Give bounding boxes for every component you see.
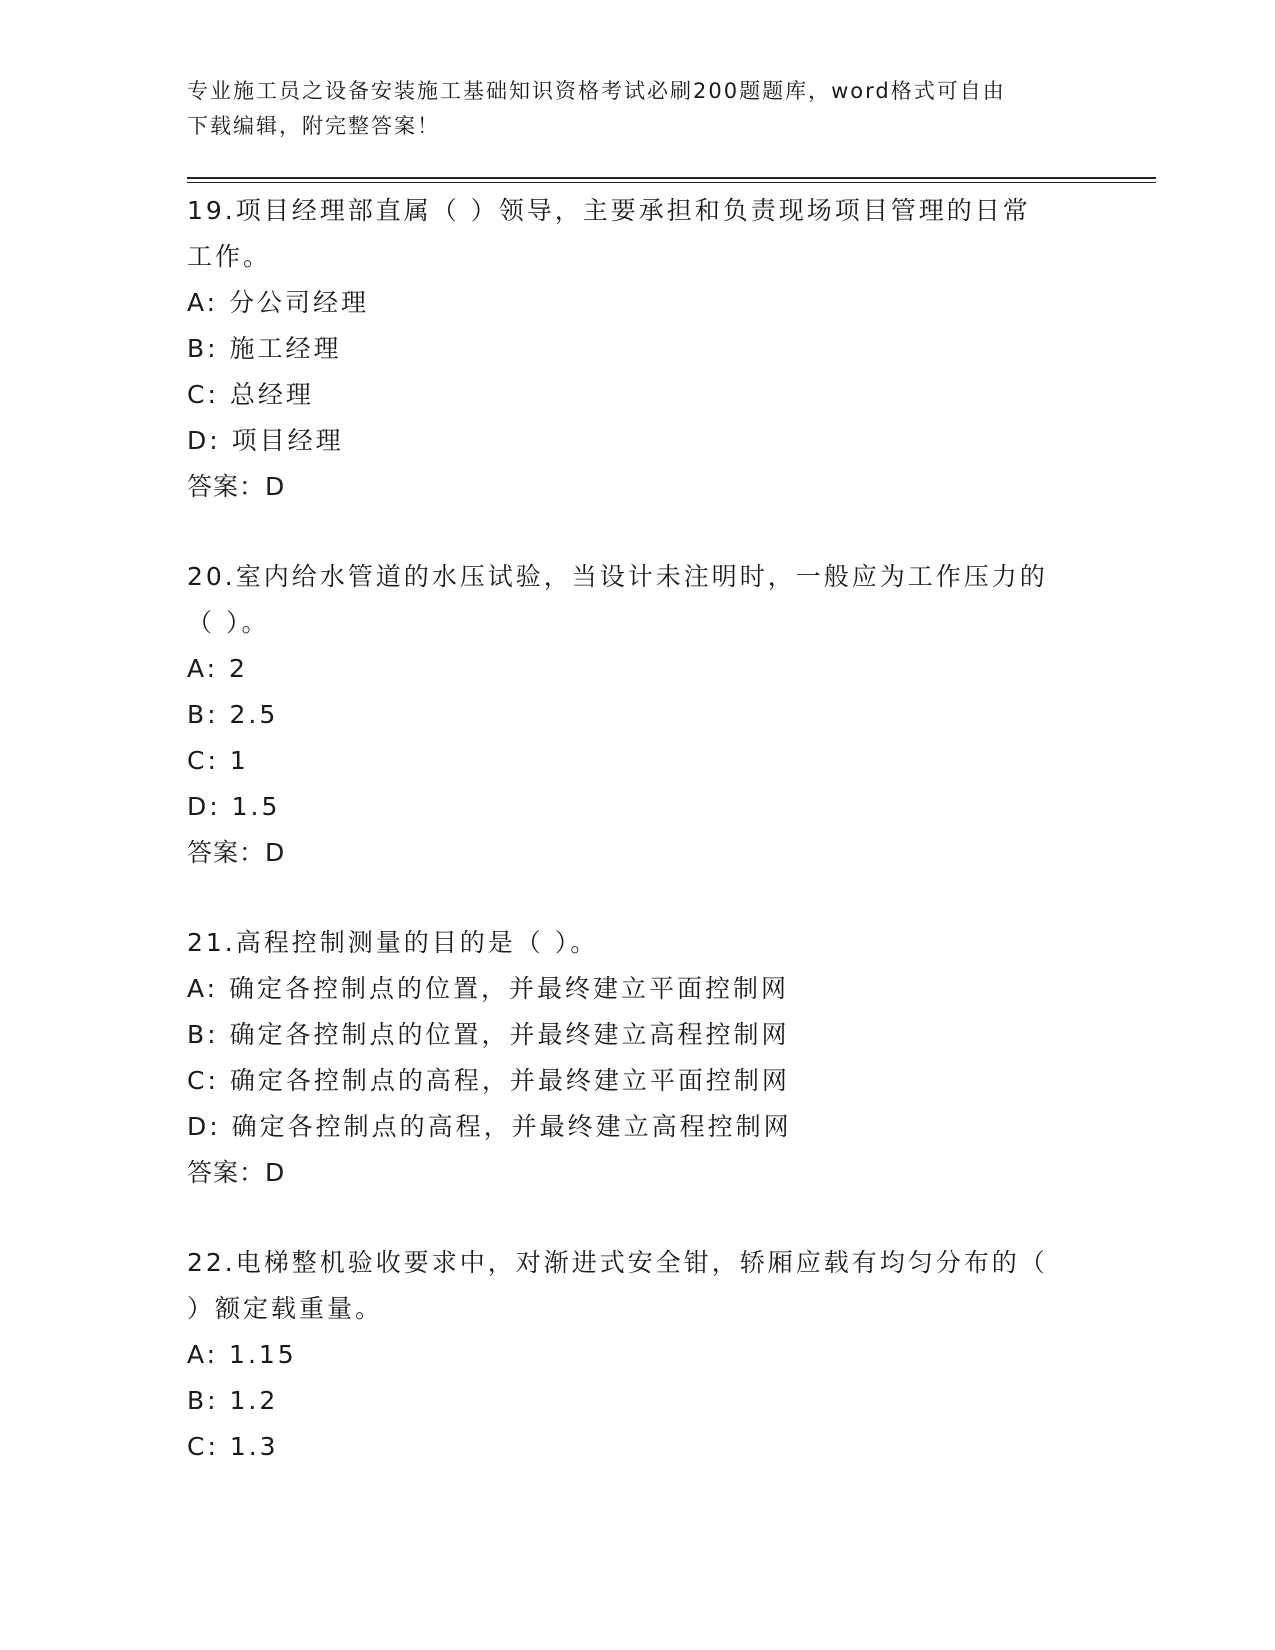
option-b: B: 1.2 <box>187 1386 279 1415</box>
question-21 <box>187 920 1087 1196</box>
option-c: C: 确定各控制点的高程，并最终建立平面控制网 <box>187 1066 790 1095</box>
option-c: C: 1.3 <box>187 1432 279 1461</box>
question-list <box>187 188 1087 1470</box>
header-line-2: 下载编辑，附完整答案！ <box>187 114 440 138</box>
option-d: D: 确定各控制点的高程，并最终建立高程控制网 <box>187 1112 792 1141</box>
header-line-1: 专业施工员之设备安装施工基础知识资格考试必刷200题题库，word格式可自由 <box>187 79 1006 103</box>
option-b: B: 施工经理 <box>187 334 342 363</box>
question-22 <box>187 1240 1087 1470</box>
option-c: C: 总经理 <box>187 380 314 409</box>
option-a: A: 分公司经理 <box>187 288 370 317</box>
question-20 <box>187 554 1087 876</box>
option-d: D: 项目经理 <box>187 426 344 455</box>
question-text-continued: ）额定载重量。 <box>187 1294 384 1323</box>
header-divider-thin <box>187 182 1156 183</box>
option-c: C: 1 <box>187 746 249 775</box>
question-19 <box>187 188 1087 510</box>
option-b: B: 确定各控制点的位置，并最终建立高程控制网 <box>187 1020 790 1049</box>
question-text-continued: （ ）。 <box>187 608 270 637</box>
question-text: 19.项目经理部直属（ ）领导，主要承担和负责现场项目管理的日常 <box>187 196 1031 225</box>
header-divider-thick <box>187 177 1156 179</box>
answer-label: 答案：D <box>187 1158 286 1187</box>
document-header <box>187 74 1067 144</box>
answer-label: 答案：D <box>187 472 286 501</box>
question-text: 22.电梯整机验收要求中，对渐进式安全钳，轿厢应载有均匀分布的（ <box>187 1248 1048 1277</box>
option-d: D: 1.5 <box>187 792 281 821</box>
option-b: B: 2.5 <box>187 700 279 729</box>
question-text: 21.高程控制测量的目的是（ ）。 <box>187 928 599 957</box>
option-a: A: 确定各控制点的位置，并最终建立平面控制网 <box>187 974 790 1003</box>
question-text: 20.室内给水管道的水压试验，当设计未注明时，一般应为工作压力的 <box>187 562 1048 591</box>
answer-label: 答案：D <box>187 838 286 867</box>
question-text-continued: 工作。 <box>187 242 272 271</box>
option-a: A: 2 <box>187 654 248 683</box>
option-a: A: 1.15 <box>187 1340 297 1369</box>
